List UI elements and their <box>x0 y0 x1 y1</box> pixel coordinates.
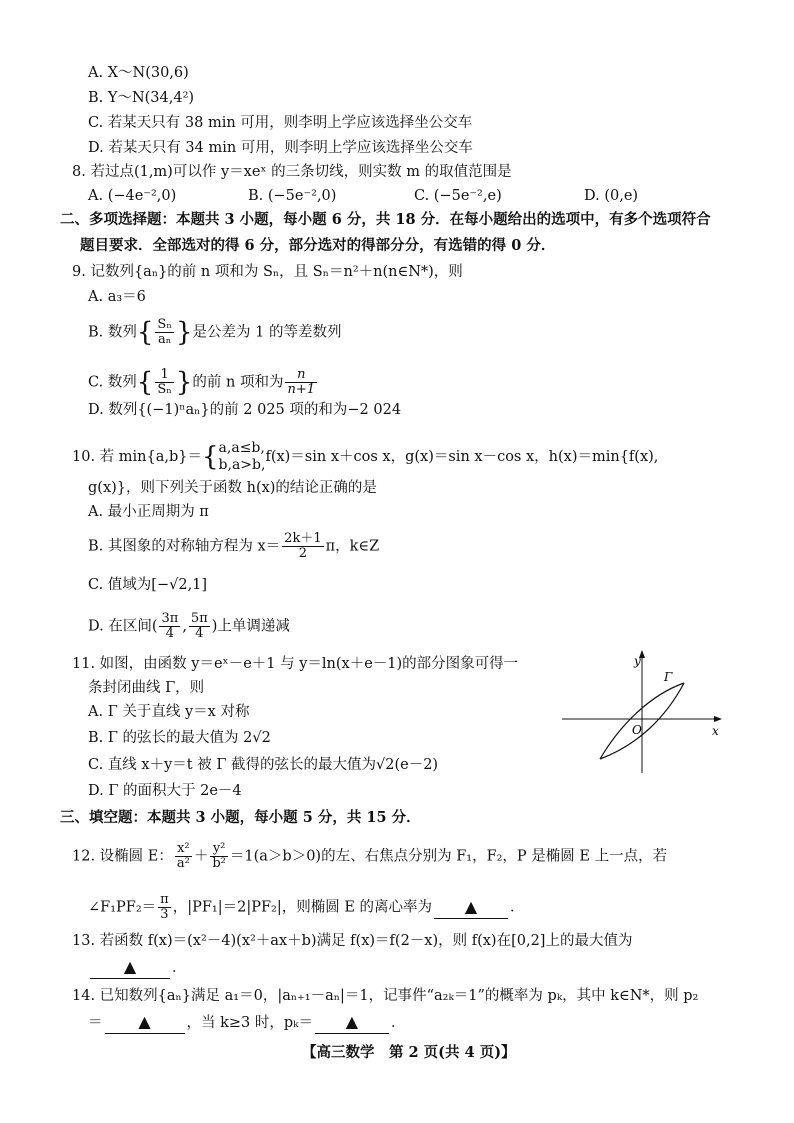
q11-option-b: B. Γ 的弦长的最大值为 2√2 <box>88 730 271 746</box>
q9-c-result-fraction: $\frac{n}{n+1}$ <box>287 367 316 397</box>
q9-c-fraction: $\frac{1}{\text{Sₙ}}$ <box>157 367 172 397</box>
q12-fraction-y: $\frac{\text{y²}}{\text{b²}}$ <box>212 841 226 871</box>
q11-option-a: A. Γ 关于直线 y＝x 对称 <box>88 704 250 720</box>
q12-stem-line1: 12. 设椭圆 E： $\frac{\text{x²}}{\text{a²}}$ ＋ $\frac{\text{y²}}{\text{b²}}$ ＝1(a＞b＞0)的左、右焦点分别为 F₁，F₂，P 是椭圆 E 上一点，若 <box>72 841 668 871</box>
q10-definitions: f(x)＝sin x＋cos x，g(x)＝sin x－cos x，h(x)＝min{f(x), <box>265 449 659 465</box>
q10-option-a: A. 最小正周期为 π <box>88 504 209 520</box>
q10-b-fraction: $\frac{2k+1}{2}$ <box>284 531 322 561</box>
q12-angle: ∠F₁PF₂＝ <box>88 899 157 916</box>
x-axis-arrow <box>714 716 722 722</box>
q8-option-a: A. (−4e⁻²,0) <box>88 188 177 204</box>
q11-option-d: D. Γ 的面积大于 2e－4 <box>88 783 242 799</box>
section3-heading: 三、填空题：本题共 3 小题，每小题 5 分，共 15 分． <box>60 809 421 826</box>
q13-line2 <box>88 957 187 979</box>
q12-answer-blank: ▲ <box>434 897 508 919</box>
q9-option-a: A. a₃＝6 <box>88 289 146 305</box>
q9-c-prefix: C. 数列 <box>88 374 137 391</box>
q11-stem-line2: 条封闭曲线 Γ，则 <box>88 680 205 696</box>
q13-stem: 13. 若函数 f(x)＝(x²－4)(x²＋ax＋b)满足 f(x)＝f(2－x)，则 f(x)在[0,2]上的最大值为 <box>72 933 633 949</box>
q12-angle-fraction: $\frac{\pi}{3}$ <box>160 892 169 922</box>
q7-option-b: B. Y～N(34,4²) <box>88 90 195 106</box>
q9-c-mid: 的前 n 项和为 <box>192 374 284 391</box>
q14-equals: ＝ <box>88 1015 103 1031</box>
q14-answer-blank-p2: ▲ <box>105 1012 185 1034</box>
q9-b-suffix: 是公差为 1 的等差数列 <box>192 324 342 341</box>
q8-option-c: C. (−5e⁻²,e) <box>414 188 502 204</box>
q12-line2-text: ，|PF₁|＝2|PF₂|，则椭圆 E 的离心率为 <box>172 899 433 916</box>
q9-option-c: C. 数列{ $\frac{1}{\text{Sₙ}}$ }的前 n 项和为 $\frac{n}{n+1}$ <box>88 367 316 398</box>
q12-end: ． <box>510 899 525 916</box>
q14-line2 <box>88 1012 405 1034</box>
q10-b-suffix: π，k∈Z <box>325 538 380 555</box>
q10-d-prefix: D. 在区间( <box>88 618 158 635</box>
q10-b-prefix: B. 其图象的对称轴方程为 x＝ <box>88 538 281 555</box>
q14-end: ． <box>390 1015 406 1031</box>
q14-stem: 14. 已知数列{aₙ}满足 a₁＝0，|aₙ₊₁－aₙ|＝1，记事件“a₂ₖ＝1”的概率为 pₖ，其中 k∈N*，则 p₂ <box>72 988 699 1004</box>
q10-option-b <box>88 532 379 561</box>
q8-option-d: D. (0,e) <box>584 188 639 204</box>
q12-stem-line2 <box>88 893 525 922</box>
q7-option-d: D. 若某天只有 34 min 可用，则李明上学应该选择坐公交车 <box>88 140 473 156</box>
fig-label-origin: O <box>632 723 642 737</box>
q12-prefix: 12. 设椭圆 E： <box>72 848 173 865</box>
q9-stem: 9. 记数列{aₙ}的前 n 项和为 Sₙ，且 Sₙ＝n²＋n(n∈N*)，则 <box>72 264 463 280</box>
q7-option-c: C. 若某天只有 38 min 可用，则李明上学应该选择坐公交车 <box>88 115 473 131</box>
q11-figure <box>560 645 730 775</box>
q11-stem-line1: 11. 如图，由函数 y＝eˣ－e＋1 与 y＝ln(x＋e－1)的部分图象可得一 <box>72 656 519 672</box>
q10-d-suffix: )上单调递减 <box>211 618 290 635</box>
q12-fraction-x: $\frac{\text{x²}}{\text{a²}}$ <box>176 841 190 871</box>
q10-option-c: C. 值域为[−√2,1] <box>88 577 208 593</box>
q10-d-fraction1: $\frac{3\pi}{4}$ <box>161 611 179 641</box>
fig-label-x: x <box>712 724 719 738</box>
q10-d-fraction2: $\frac{5\pi}{4}$ <box>190 611 208 641</box>
q12-suffix: ＝1(a＞b＞0)的左、右焦点分别为 F₁，F₂，P 是椭圆 E 上一点，若 <box>229 848 668 865</box>
q9-b-prefix: B. 数列 <box>88 324 137 341</box>
q8-stem: 8. 若过点(1,m)可以作 y＝xeˣ 的三条切线，则实数 m 的取值范围是 <box>72 164 512 180</box>
q8-option-b: B. (−5e⁻²,0) <box>248 188 337 204</box>
q9-b-fraction: $\frac{\text{Sₙ}}{\text{aₙ}}$ <box>157 317 172 347</box>
q10-cases: a,a≤b, b,a>b, <box>218 440 266 473</box>
q9-option-d: D. 数列{(−1)ⁿaₙ}的前 2 025 项的和为−2 024 <box>88 402 402 418</box>
q14-mid-text: ，当 k≥3 时，pₖ＝ <box>186 1015 313 1031</box>
fig-label-gamma: Γ <box>664 670 673 684</box>
q7-option-a: A. X～N(30,6) <box>88 65 189 81</box>
section2-heading-line1: 二、多项选择题：本题共 3 小题，每小题 6 分，共 18 分．在每小题给出的选项中，有多个选项符合 <box>60 211 711 228</box>
q10-stem-line2: g(x)}，则下列关于函数 h(x)的结论正确的是 <box>88 480 377 496</box>
q9-option-b: B. 数列{ $\frac{\text{Sₙ}}{\text{aₙ}}$ }是公差为 1 的等差数列 <box>88 317 342 348</box>
q13-answer-blank: ▲ <box>90 957 170 979</box>
q10-stem: 10. 若 min{a,b}＝{ a,a≤b, b,a>b, f(x)＝sin x＋cos x，g(x)＝sin x－cos x，h(x)＝min{f(x), <box>72 440 659 473</box>
page-footer: 【高三数学 第 2 页(共 4 页)】 <box>302 1044 516 1061</box>
q14-answer-blank-pk: ▲ <box>315 1012 389 1034</box>
q11-option-c: C. 直线 x＋y＝t 被 Γ 截得的弦长的最大值为√2(e－2) <box>88 757 439 773</box>
q10-option-d: D. 在区间( $\frac{3\pi}{4}$ , $\frac{5\pi}{4}$ )上单调递减 <box>88 611 290 641</box>
fig-label-y: y <box>634 654 641 668</box>
q13-end: ． <box>172 960 187 976</box>
q10-prefix: 10. 若 min{a,b}＝ <box>72 449 202 465</box>
section2-heading-line2: 题目要求．全部选对的得 6 分，部分选对的得部分分，有选错的得 0 分． <box>80 237 556 254</box>
